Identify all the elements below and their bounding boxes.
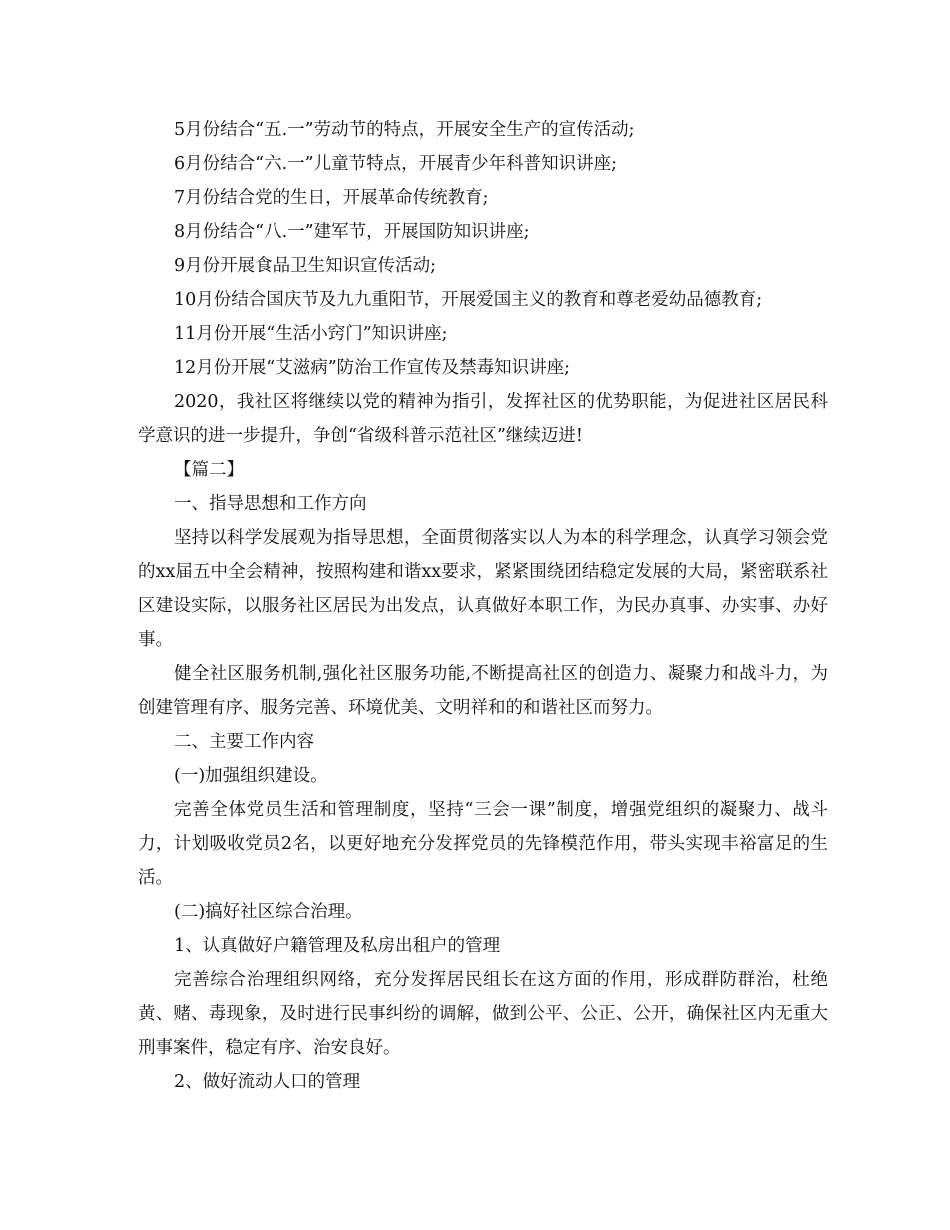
paragraph-november: 11月份开展“生活小窍门”知识讲座; — [174, 324, 448, 344]
paragraph-december: 12月份开展“艾滋病”防治工作宣传及禁毒知识讲座; — [174, 358, 571, 378]
heading-guiding-ideology: 一、指导思想和工作方向 — [174, 494, 367, 514]
paragraph-governance-network: 完善综合治理组织网络，充分发挥居民组长在这方面的作用，形成群防群治，杜绝黄、赌、毒现象，及时进行民事纠纷的调解，做到公平、公正、公开，确保社区内无重大刑事案件，稳定有序、治安良好。 — [138, 970, 828, 1058]
heading-main-work: 二、主要工作内容 — [174, 732, 314, 752]
subheading-organization: (一)加强组织建设。 — [174, 766, 328, 786]
paragraph-may: 5月份结合“五.一”劳动节的特点，开展安全生产的宣传活动; — [174, 120, 635, 140]
subheading-governance: (二)搞好社区综合治理。 — [174, 902, 363, 922]
paragraph-service-mechanism: 健全社区服务机制,强化社区服务功能,不断提高社区的创造力、凝聚力和战斗力，为创建管理有序、服务完善、环境优美、文明祥和的和谐社区而努力。 — [138, 664, 828, 718]
subheading-floating-population: 2、做好流动人口的管理 — [174, 1072, 361, 1092]
section-heading-part-two: 【篇二】 — [174, 460, 244, 480]
subheading-household-registration: 1、认真做好户籍管理及私房出租户的管理 — [174, 936, 501, 956]
paragraph-2020-outlook: 2020，我社区将继续以党的精神为指引，发挥社区的优势职能，为促进社区居民科学意识的进一步提升，争创“省级科普示范社区”继续迈进! — [138, 392, 828, 446]
document-body — [138, 113, 828, 1099]
paragraph-july: 7月份结合党的生日，开展革命传统教育; — [174, 188, 489, 208]
paragraph-august: 8月份结合“八.一”建军节，开展国防知识讲座; — [174, 222, 530, 242]
paragraph-party-members: 完善全体党员生活和管理制度，坚持“三会一课”制度，增强党组织的凝聚力、战斗力，计划吸收党员2名，以更好地充分发挥党员的先锋模范作用，带头实现丰裕富足的生活。 — [138, 800, 828, 888]
paragraph-october: 10月份结合国庆节及九九重阳节，开展爱国主义的教育和尊老爱幼品德教育; — [174, 290, 763, 310]
paragraph-september: 9月份开展食品卫生知识宣传活动; — [174, 256, 437, 276]
paragraph-guiding-ideology: 坚持以科学发展观为指导思想，全面贯彻落实以人为本的科学理念，认真学习领会党的xx届五中全会精神，按照构建和谐xx要求，紧紧围绕团结稳定发展的大局，紧密联系社区建设实际，以服务社区居民为出发点，认真做好本职工作，为民办真事、办实事、办好事。 — [138, 528, 828, 650]
paragraph-june: 6月份结合“六.一”儿童节特点，开展青少年科普知识讲座; — [174, 154, 617, 174]
